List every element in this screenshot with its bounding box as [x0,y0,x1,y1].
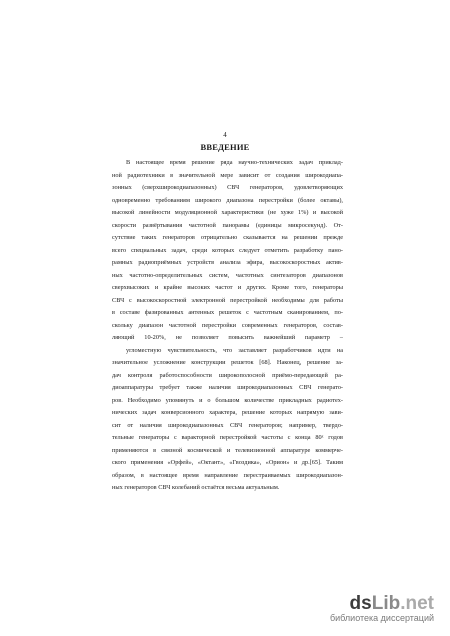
text-line: дач контроля работоспособности широкополосной приёмо-передающей ра- [112,371,343,379]
text-line: тельные генераторы с варакторной перестройкой частоты с конца 80ˣ годов [112,434,343,441]
text-line: сит от наличия широкодиапазонных СВЧ генераторов; например, твердо- [112,421,343,429]
watermark [330,594,434,623]
text-line: применяются в связной космической и телевизионной аппаратуре коммерче- [112,446,343,454]
text-line: угломестную чувствительность, что заставляет разработчиков идти на [126,346,343,354]
text-line: нических задач конверсионного характера, решение которых напрямую зави- [112,409,343,416]
body-text [112,157,343,495]
text-line: СВЧ с высокоскоростной электронной перестройкой необходимы для работы [112,296,343,304]
dslib-logo: dsLib.net [349,593,434,614]
section-heading: ВВЕДЕНИЕ [200,142,250,152]
text-line: скорости развёртывания частотной панорамы (единицы микросекунд). От- [112,221,343,229]
text-line: ной радиотехники в значительной мере зависит от создания широкодиапа- [112,171,343,179]
text-line: сутствие таких генераторов отрицательно сказывается на решении прежде [112,234,343,241]
text-line: диоаппаратуры требует также наличия широкодиапазонных СВЧ генерато- [112,384,343,391]
text-line: ных частотно-определительных систем, частотных синтезаторов диапазонов [112,271,343,279]
text-line: высокой линейности модуляционной характеристики (не хуже 1%) и высокой [112,209,343,216]
text-line: сверхвысоких и крайне высоких частот и других. Кроме того, генераторы [112,284,343,291]
text-line: ляющий 10-20%, не позволяет повысить важнейший параметр – [112,334,343,341]
text-line: рамных радиоприёмных устройств анализа эфира, высокоскоростных актив- [112,259,343,266]
text-line: всего специальных задач, среди которых следует отметить разработку пано- [112,246,343,254]
text-line: ных генераторов СВЧ колебаний остаётся весьма актуальным. [112,484,280,491]
text-line: в составе фазированных антенных решеток с частотным сканированием, по- [112,309,343,316]
text-line: зонных (сверхширокодиапазонных) СВЧ генераторов, удовлетворяющих [112,184,343,191]
watermark-subtitle: библиотека диссертаций [329,613,434,623]
text-line: образом, в настоящее время направление перестраиваемых широкодиапазон- [112,471,343,479]
page-number: 4 [223,131,227,139]
text-line: ского применения «Орфей», «Октант», «Гвоздика», «Орион» и др.[65]. Таким [112,459,343,466]
text-line: значительное усложнение конструкции решеток [68]. Наконец, решение за- [112,359,343,366]
text-line: скольку диапазон частотной перестройки современных генераторов, состав- [112,321,343,329]
text-line: ров. Необходимо упомянуть и о большом количестве прикладных радиотех- [112,396,343,404]
text-line: В настоящее время решение ряда научно-технических задач приклад- [126,159,343,166]
text-line: одновременно требованиям широкого диапазона перестройки (более октавы), [112,196,343,204]
